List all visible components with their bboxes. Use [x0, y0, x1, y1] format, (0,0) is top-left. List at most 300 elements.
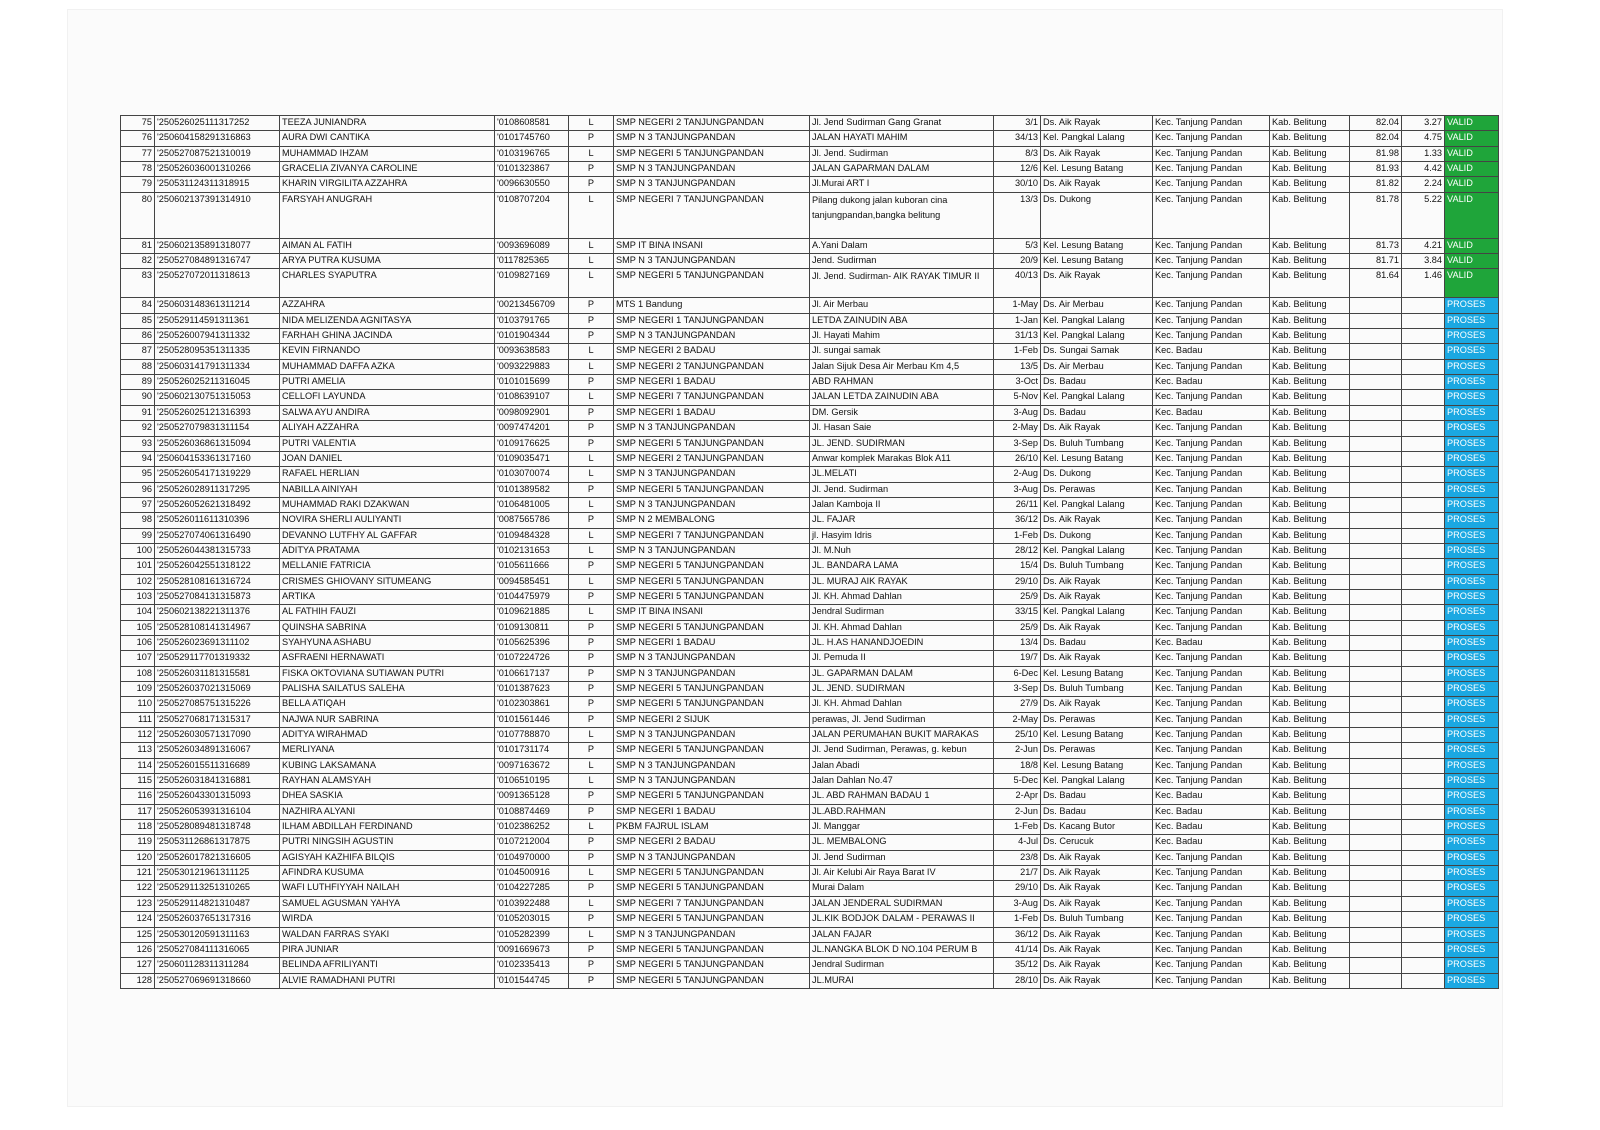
row-number: 111 [121, 712, 155, 727]
score [1350, 329, 1402, 344]
school-name: PKBM FAJRUL ISLAM [614, 820, 810, 835]
distance [1402, 344, 1445, 359]
regency: Kab. Belitung [1270, 789, 1350, 804]
table-row [121, 238, 1499, 253]
student-name: ILHAM ABDILLAH FERDINAND [280, 820, 495, 835]
school-name: SMP N 3 TANJUNGPANDAN [614, 421, 810, 436]
rt-rw: 3-Aug [994, 482, 1041, 497]
student-name: ASFRAENI HERNAWATI [280, 651, 495, 666]
registration-number: '250526034891316067 [155, 743, 280, 758]
gender: L [569, 467, 614, 482]
row-number: 107 [121, 651, 155, 666]
subdistrict: Kec. Tanjung Pandan [1153, 697, 1270, 712]
school-name: MTS 1 Bandung [614, 298, 810, 313]
row-number: 85 [121, 313, 155, 328]
gender: P [569, 682, 614, 697]
status-badge: PROSES [1445, 605, 1499, 620]
village: Ds. Sungai Samak [1041, 344, 1153, 359]
regency: Kab. Belitung [1270, 620, 1350, 635]
rt-rw: 20/9 [994, 254, 1041, 269]
address: Jend. Sudirman [810, 254, 994, 269]
subdistrict: Kec. Tanjung Pandan [1153, 146, 1270, 161]
school-name: SMP NEGERI 5 TANJUNGPANDAN [614, 958, 810, 973]
row-number: 86 [121, 329, 155, 344]
village: Ds. Aik Rayak [1041, 589, 1153, 604]
status-badge: PROSES [1445, 390, 1499, 405]
registration-number: '250528108141314967 [155, 620, 280, 635]
village: Kel. Lesung Batang [1041, 451, 1153, 466]
nisn: '0108874469 [495, 804, 569, 819]
row-number: 120 [121, 850, 155, 865]
rt-rw: 1-Feb [994, 528, 1041, 543]
status-badge: VALID [1445, 269, 1499, 298]
rt-rw: 2-Jun [994, 804, 1041, 819]
subdistrict: Kec. Tanjung Pandan [1153, 743, 1270, 758]
row-number: 79 [121, 177, 155, 192]
table-row [121, 254, 1499, 269]
regency: Kab. Belitung [1270, 728, 1350, 743]
status-badge: PROSES [1445, 451, 1499, 466]
regency: Kab. Belitung [1270, 513, 1350, 528]
registration-number: '250527085751315226 [155, 697, 280, 712]
village: Ds. Aik Rayak [1041, 973, 1153, 988]
subdistrict: Kec. Tanjung Pandan [1153, 298, 1270, 313]
gender: L [569, 359, 614, 374]
student-name: MUHAMMAD IHZAM [280, 146, 495, 161]
table-row [121, 390, 1499, 405]
address: JL. MEMBALONG [810, 835, 994, 850]
rt-rw: 27/9 [994, 697, 1041, 712]
student-name: RAFAEL HERLIAN [280, 467, 495, 482]
regency: Kab. Belitung [1270, 116, 1350, 131]
rt-rw: 3-Oct [994, 375, 1041, 390]
table-row [121, 375, 1499, 390]
regency: Kab. Belitung [1270, 298, 1350, 313]
gender: L [569, 927, 614, 942]
registration-number: '250527079831311154 [155, 421, 280, 436]
score: 81.71 [1350, 254, 1402, 269]
row-number: 126 [121, 942, 155, 957]
score [1350, 712, 1402, 727]
nisn: '0107212004 [495, 835, 569, 850]
village: Ds. Dukong [1041, 192, 1153, 238]
village: Kel. Lesung Batang [1041, 254, 1153, 269]
village: Kel. Pangkal Lalang [1041, 497, 1153, 512]
rt-rw: 5-Nov [994, 390, 1041, 405]
score [1350, 942, 1402, 957]
subdistrict: Kec. Tanjung Pandan [1153, 482, 1270, 497]
rt-rw: 30/10 [994, 177, 1041, 192]
score [1350, 835, 1402, 850]
regency: Kab. Belitung [1270, 192, 1350, 238]
student-name: MELLANIE FATRICIA [280, 559, 495, 574]
student-name: PUTRI AMELIA [280, 375, 495, 390]
score [1350, 958, 1402, 973]
student-name: AGISYAH KAZHIFA BILQIS [280, 850, 495, 865]
rt-rw: 23/8 [994, 850, 1041, 865]
distance [1402, 313, 1445, 328]
table-row [121, 162, 1499, 177]
address: Jl. Jend Sudirman, Perawas, g. kebun [810, 743, 994, 758]
nisn: '0105203015 [495, 912, 569, 927]
student-name: KHARIN VIRGILITA AZZAHRA [280, 177, 495, 192]
rt-rw: 12/6 [994, 162, 1041, 177]
address: JL. BANDARA LAMA [810, 559, 994, 574]
registration-number: '250527074061316490 [155, 528, 280, 543]
table-row [121, 192, 1499, 238]
table-row [121, 116, 1499, 131]
status-badge: PROSES [1445, 743, 1499, 758]
nisn: '0102131653 [495, 543, 569, 558]
distance [1402, 789, 1445, 804]
village: Ds. Air Merbau [1041, 298, 1153, 313]
registration-number: '250526031841316881 [155, 774, 280, 789]
school-name: SMP NEGERI 1 BADAU [614, 804, 810, 819]
subdistrict: Kec. Tanjung Pandan [1153, 254, 1270, 269]
status-badge: PROSES [1445, 589, 1499, 604]
row-number: 108 [121, 666, 155, 681]
status-badge: PROSES [1445, 436, 1499, 451]
registration-number: '250527084131315873 [155, 589, 280, 604]
regency: Kab. Belitung [1270, 146, 1350, 161]
status-badge: PROSES [1445, 881, 1499, 896]
regency: Kab. Belitung [1270, 390, 1350, 405]
registration-number: '250602137391314910 [155, 192, 280, 238]
nisn: '0107224726 [495, 651, 569, 666]
subdistrict: Kec. Badau [1153, 344, 1270, 359]
regency: Kab. Belitung [1270, 927, 1350, 942]
address: perawas, Jl. Jend Sudirman [810, 712, 994, 727]
table-row [121, 896, 1499, 911]
status-badge: VALID [1445, 177, 1499, 192]
nisn: '0102335413 [495, 958, 569, 973]
score [1350, 390, 1402, 405]
address: JALAN JENDERAL SUDIRMAN [810, 896, 994, 911]
school-name: SMP NEGERI 5 TANJUNGPANDAN [614, 866, 810, 881]
school-name: SMP N 3 TANJUNGPANDAN [614, 758, 810, 773]
registration-number: '250602138221311376 [155, 605, 280, 620]
table-row [121, 774, 1499, 789]
regency: Kab. Belitung [1270, 313, 1350, 328]
status-badge: PROSES [1445, 973, 1499, 988]
subdistrict: Kec. Tanjung Pandan [1153, 927, 1270, 942]
score [1350, 758, 1402, 773]
student-name: PUTRI VALENTIA [280, 436, 495, 451]
status-badge: VALID [1445, 254, 1499, 269]
row-number: 112 [121, 728, 155, 743]
distance [1402, 589, 1445, 604]
registration-number: '250604153361317160 [155, 451, 280, 466]
table-row [121, 743, 1499, 758]
status-badge: PROSES [1445, 682, 1499, 697]
address: JL. JEND. SUDIRMAN [810, 682, 994, 697]
status-badge: PROSES [1445, 804, 1499, 819]
school-name: SMP NEGERI 5 TANJUNGPANDAN [614, 559, 810, 574]
rt-rw: 34/13 [994, 131, 1041, 146]
distance [1402, 482, 1445, 497]
row-number: 114 [121, 758, 155, 773]
table-row [121, 313, 1499, 328]
subdistrict: Kec. Tanjung Pandan [1153, 574, 1270, 589]
rt-rw: 3-Aug [994, 896, 1041, 911]
distance [1402, 605, 1445, 620]
subdistrict: Kec. Tanjung Pandan [1153, 269, 1270, 298]
score [1350, 513, 1402, 528]
address: LETDA ZAINUDIN ABA [810, 313, 994, 328]
school-name: SMP NEGERI 5 TANJUNGPANDAN [614, 743, 810, 758]
table-row [121, 912, 1499, 927]
gender: P [569, 912, 614, 927]
registration-number: '250602135891318077 [155, 238, 280, 253]
rt-rw: 6-Dec [994, 666, 1041, 681]
table-row [121, 728, 1499, 743]
nisn: '0109176625 [495, 436, 569, 451]
rt-rw: 31/13 [994, 329, 1041, 344]
rt-rw: 4-Jul [994, 835, 1041, 850]
table-row [121, 666, 1499, 681]
row-number: 117 [121, 804, 155, 819]
table-row [121, 421, 1499, 436]
address: Murai Dalam [810, 881, 994, 896]
row-number: 105 [121, 620, 155, 635]
subdistrict: Kec. Tanjung Pandan [1153, 497, 1270, 512]
rt-rw: 18/8 [994, 758, 1041, 773]
status-badge: PROSES [1445, 421, 1499, 436]
row-number: 102 [121, 574, 155, 589]
registration-number: '250526031181315581 [155, 666, 280, 681]
nisn: '0104970000 [495, 850, 569, 865]
distance: 1.33 [1402, 146, 1445, 161]
address: Jl. Manggar [810, 820, 994, 835]
nisn: '0091365128 [495, 789, 569, 804]
subdistrict: Kec. Tanjung Pandan [1153, 467, 1270, 482]
address: JL.MURAI [810, 973, 994, 988]
registration-number: '250526052621318492 [155, 497, 280, 512]
gender: L [569, 896, 614, 911]
nisn: '0097163672 [495, 758, 569, 773]
registration-number: '250526030571317090 [155, 728, 280, 743]
rt-rw: 13/5 [994, 359, 1041, 374]
regency: Kab. Belitung [1270, 804, 1350, 819]
student-name: FISKA OKTOVIANA SUTIAWAN PUTRI [280, 666, 495, 681]
registration-number: '250526023691311102 [155, 635, 280, 650]
nisn: '0106481005 [495, 497, 569, 512]
subdistrict: Kec. Badau [1153, 375, 1270, 390]
subdistrict: Kec. Tanjung Pandan [1153, 881, 1270, 896]
registration-number: '250526011611310396 [155, 513, 280, 528]
school-name: SMP NEGERI 7 TANJUNGPANDAN [614, 896, 810, 911]
score [1350, 451, 1402, 466]
school-name: SMP NEGERI 2 BADAU [614, 344, 810, 359]
gender: P [569, 313, 614, 328]
school-name: SMP NEGERI 5 TANJUNGPANDAN [614, 789, 810, 804]
gender: L [569, 728, 614, 743]
status-badge: PROSES [1445, 635, 1499, 650]
school-name: SMP NEGERI 5 TANJUNGPANDAN [614, 881, 810, 896]
score [1350, 789, 1402, 804]
row-number: 98 [121, 513, 155, 528]
address: JL. ABD RAHMAN BADAU 1 [810, 789, 994, 804]
village: Ds. Buluh Tumbang [1041, 682, 1153, 697]
student-name: MUHAMMAD DAFFA AZKA [280, 359, 495, 374]
row-number: 106 [121, 635, 155, 650]
village: Ds. Badau [1041, 405, 1153, 420]
gender: P [569, 482, 614, 497]
nisn: '0104500916 [495, 866, 569, 881]
regency: Kab. Belitung [1270, 774, 1350, 789]
table-row [121, 605, 1499, 620]
regency: Kab. Belitung [1270, 375, 1350, 390]
village: Ds. Badau [1041, 375, 1153, 390]
school-name: SMP N 3 TANJUNGPANDAN [614, 543, 810, 558]
registration-number: '250603148361311214 [155, 298, 280, 313]
status-badge: PROSES [1445, 528, 1499, 543]
subdistrict: Kec. Badau [1153, 804, 1270, 819]
table-row [121, 177, 1499, 192]
registration-number: '250526037021315069 [155, 682, 280, 697]
village: Ds. Aik Rayak [1041, 513, 1153, 528]
address: ABD RAHMAN [810, 375, 994, 390]
address: Jendral Sudirman [810, 605, 994, 620]
regency: Kab. Belitung [1270, 835, 1350, 850]
nisn: '0104475979 [495, 589, 569, 604]
village: Kel. Lesung Batang [1041, 728, 1153, 743]
score [1350, 743, 1402, 758]
nisn: '0091669673 [495, 942, 569, 957]
address: Jalan Sijuk Desa Air Merbau Km 4,5 [810, 359, 994, 374]
gender: L [569, 146, 614, 161]
student-name: BELINDA AFRILIYANTI [280, 958, 495, 973]
rt-rw: 2-May [994, 712, 1041, 727]
gender: P [569, 589, 614, 604]
score [1350, 682, 1402, 697]
distance [1402, 881, 1445, 896]
student-name: ADITYA WIRAHMAD [280, 728, 495, 743]
regency: Kab. Belitung [1270, 467, 1350, 482]
regency: Kab. Belitung [1270, 574, 1350, 589]
registration-number: '250603141791311334 [155, 359, 280, 374]
school-name: SMP NEGERI 2 BADAU [614, 835, 810, 850]
registration-number: '250526025121316393 [155, 405, 280, 420]
score: 81.64 [1350, 269, 1402, 298]
nisn: '0102386252 [495, 820, 569, 835]
distance [1402, 298, 1445, 313]
nisn: '0097474201 [495, 421, 569, 436]
table-row [121, 528, 1499, 543]
regency: Kab. Belitung [1270, 528, 1350, 543]
subdistrict: Kec. Tanjung Pandan [1153, 528, 1270, 543]
village: Ds. Dukong [1041, 528, 1153, 543]
status-badge: PROSES [1445, 728, 1499, 743]
gender: P [569, 835, 614, 850]
student-name: KEVIN FIRNANDO [280, 344, 495, 359]
subdistrict: Kec. Tanjung Pandan [1153, 177, 1270, 192]
school-name: SMP N 3 TANJUNGPANDAN [614, 927, 810, 942]
village: Ds. Aik Rayak [1041, 574, 1153, 589]
school-name: SMP NEGERI 5 TANJUNGPANDAN [614, 973, 810, 988]
regency: Kab. Belitung [1270, 820, 1350, 835]
address: Jl. sungai samak [810, 344, 994, 359]
table-row [121, 298, 1499, 313]
distance [1402, 927, 1445, 942]
rt-rw: 3-Sep [994, 682, 1041, 697]
nisn: '0098092901 [495, 405, 569, 420]
score: 82.04 [1350, 131, 1402, 146]
rt-rw: 1-Jan [994, 313, 1041, 328]
distance [1402, 666, 1445, 681]
subdistrict: Kec. Tanjung Pandan [1153, 620, 1270, 635]
student-name: WAFI LUTHFIYYAH NAILAH [280, 881, 495, 896]
registration-number: '250526025211316045 [155, 375, 280, 390]
regency: Kab. Belitung [1270, 866, 1350, 881]
distance: 4.21 [1402, 238, 1445, 253]
row-number: 127 [121, 958, 155, 973]
status-badge: PROSES [1445, 375, 1499, 390]
gender: P [569, 513, 614, 528]
gender: P [569, 881, 614, 896]
village: Ds. Badau [1041, 635, 1153, 650]
village: Ds. Badau [1041, 804, 1153, 819]
school-name: SMP NEGERI 2 TANJUNGPANDAN [614, 451, 810, 466]
school-name: SMP N 2 MEMBALONG [614, 513, 810, 528]
rt-rw: 21/7 [994, 866, 1041, 881]
address: Jalan Dahlan No.47 [810, 774, 994, 789]
gender: P [569, 177, 614, 192]
status-badge: PROSES [1445, 559, 1499, 574]
student-name: SYAHYUNA ASHABU [280, 635, 495, 650]
regency: Kab. Belitung [1270, 896, 1350, 911]
table-row [121, 866, 1499, 881]
registration-number: '250528089481318748 [155, 820, 280, 835]
status-badge: PROSES [1445, 958, 1499, 973]
table-row [121, 712, 1499, 727]
score [1350, 344, 1402, 359]
score [1350, 574, 1402, 589]
gender: L [569, 254, 614, 269]
status-badge: PROSES [1445, 789, 1499, 804]
student-name: NAJWA NUR SABRINA [280, 712, 495, 727]
nisn: '0101561446 [495, 712, 569, 727]
gender: P [569, 973, 614, 988]
table-row [121, 973, 1499, 988]
gender: L [569, 451, 614, 466]
address: Jl. M.Nuh [810, 543, 994, 558]
distance: 3.84 [1402, 254, 1445, 269]
regency: Kab. Belitung [1270, 344, 1350, 359]
distance: 4.75 [1402, 131, 1445, 146]
row-number: 104 [121, 605, 155, 620]
regency: Kab. Belitung [1270, 543, 1350, 558]
address: jl. Hasyim Idris [810, 528, 994, 543]
address: JL. H.AS HANANDJOEDIN [810, 635, 994, 650]
status-badge: PROSES [1445, 482, 1499, 497]
gender: P [569, 131, 614, 146]
nisn: '0108707204 [495, 192, 569, 238]
student-name: AZZAHRA [280, 298, 495, 313]
subdistrict: Kec. Badau [1153, 405, 1270, 420]
village: Ds. Perawas [1041, 712, 1153, 727]
score [1350, 728, 1402, 743]
regency: Kab. Belitung [1270, 666, 1350, 681]
row-number: 75 [121, 116, 155, 131]
status-badge: VALID [1445, 131, 1499, 146]
row-number: 110 [121, 697, 155, 712]
subdistrict: Kec. Tanjung Pandan [1153, 666, 1270, 681]
row-number: 109 [121, 682, 155, 697]
student-name: TEEZA JUNIANDRA [280, 116, 495, 131]
score [1350, 375, 1402, 390]
table-row [121, 958, 1499, 973]
